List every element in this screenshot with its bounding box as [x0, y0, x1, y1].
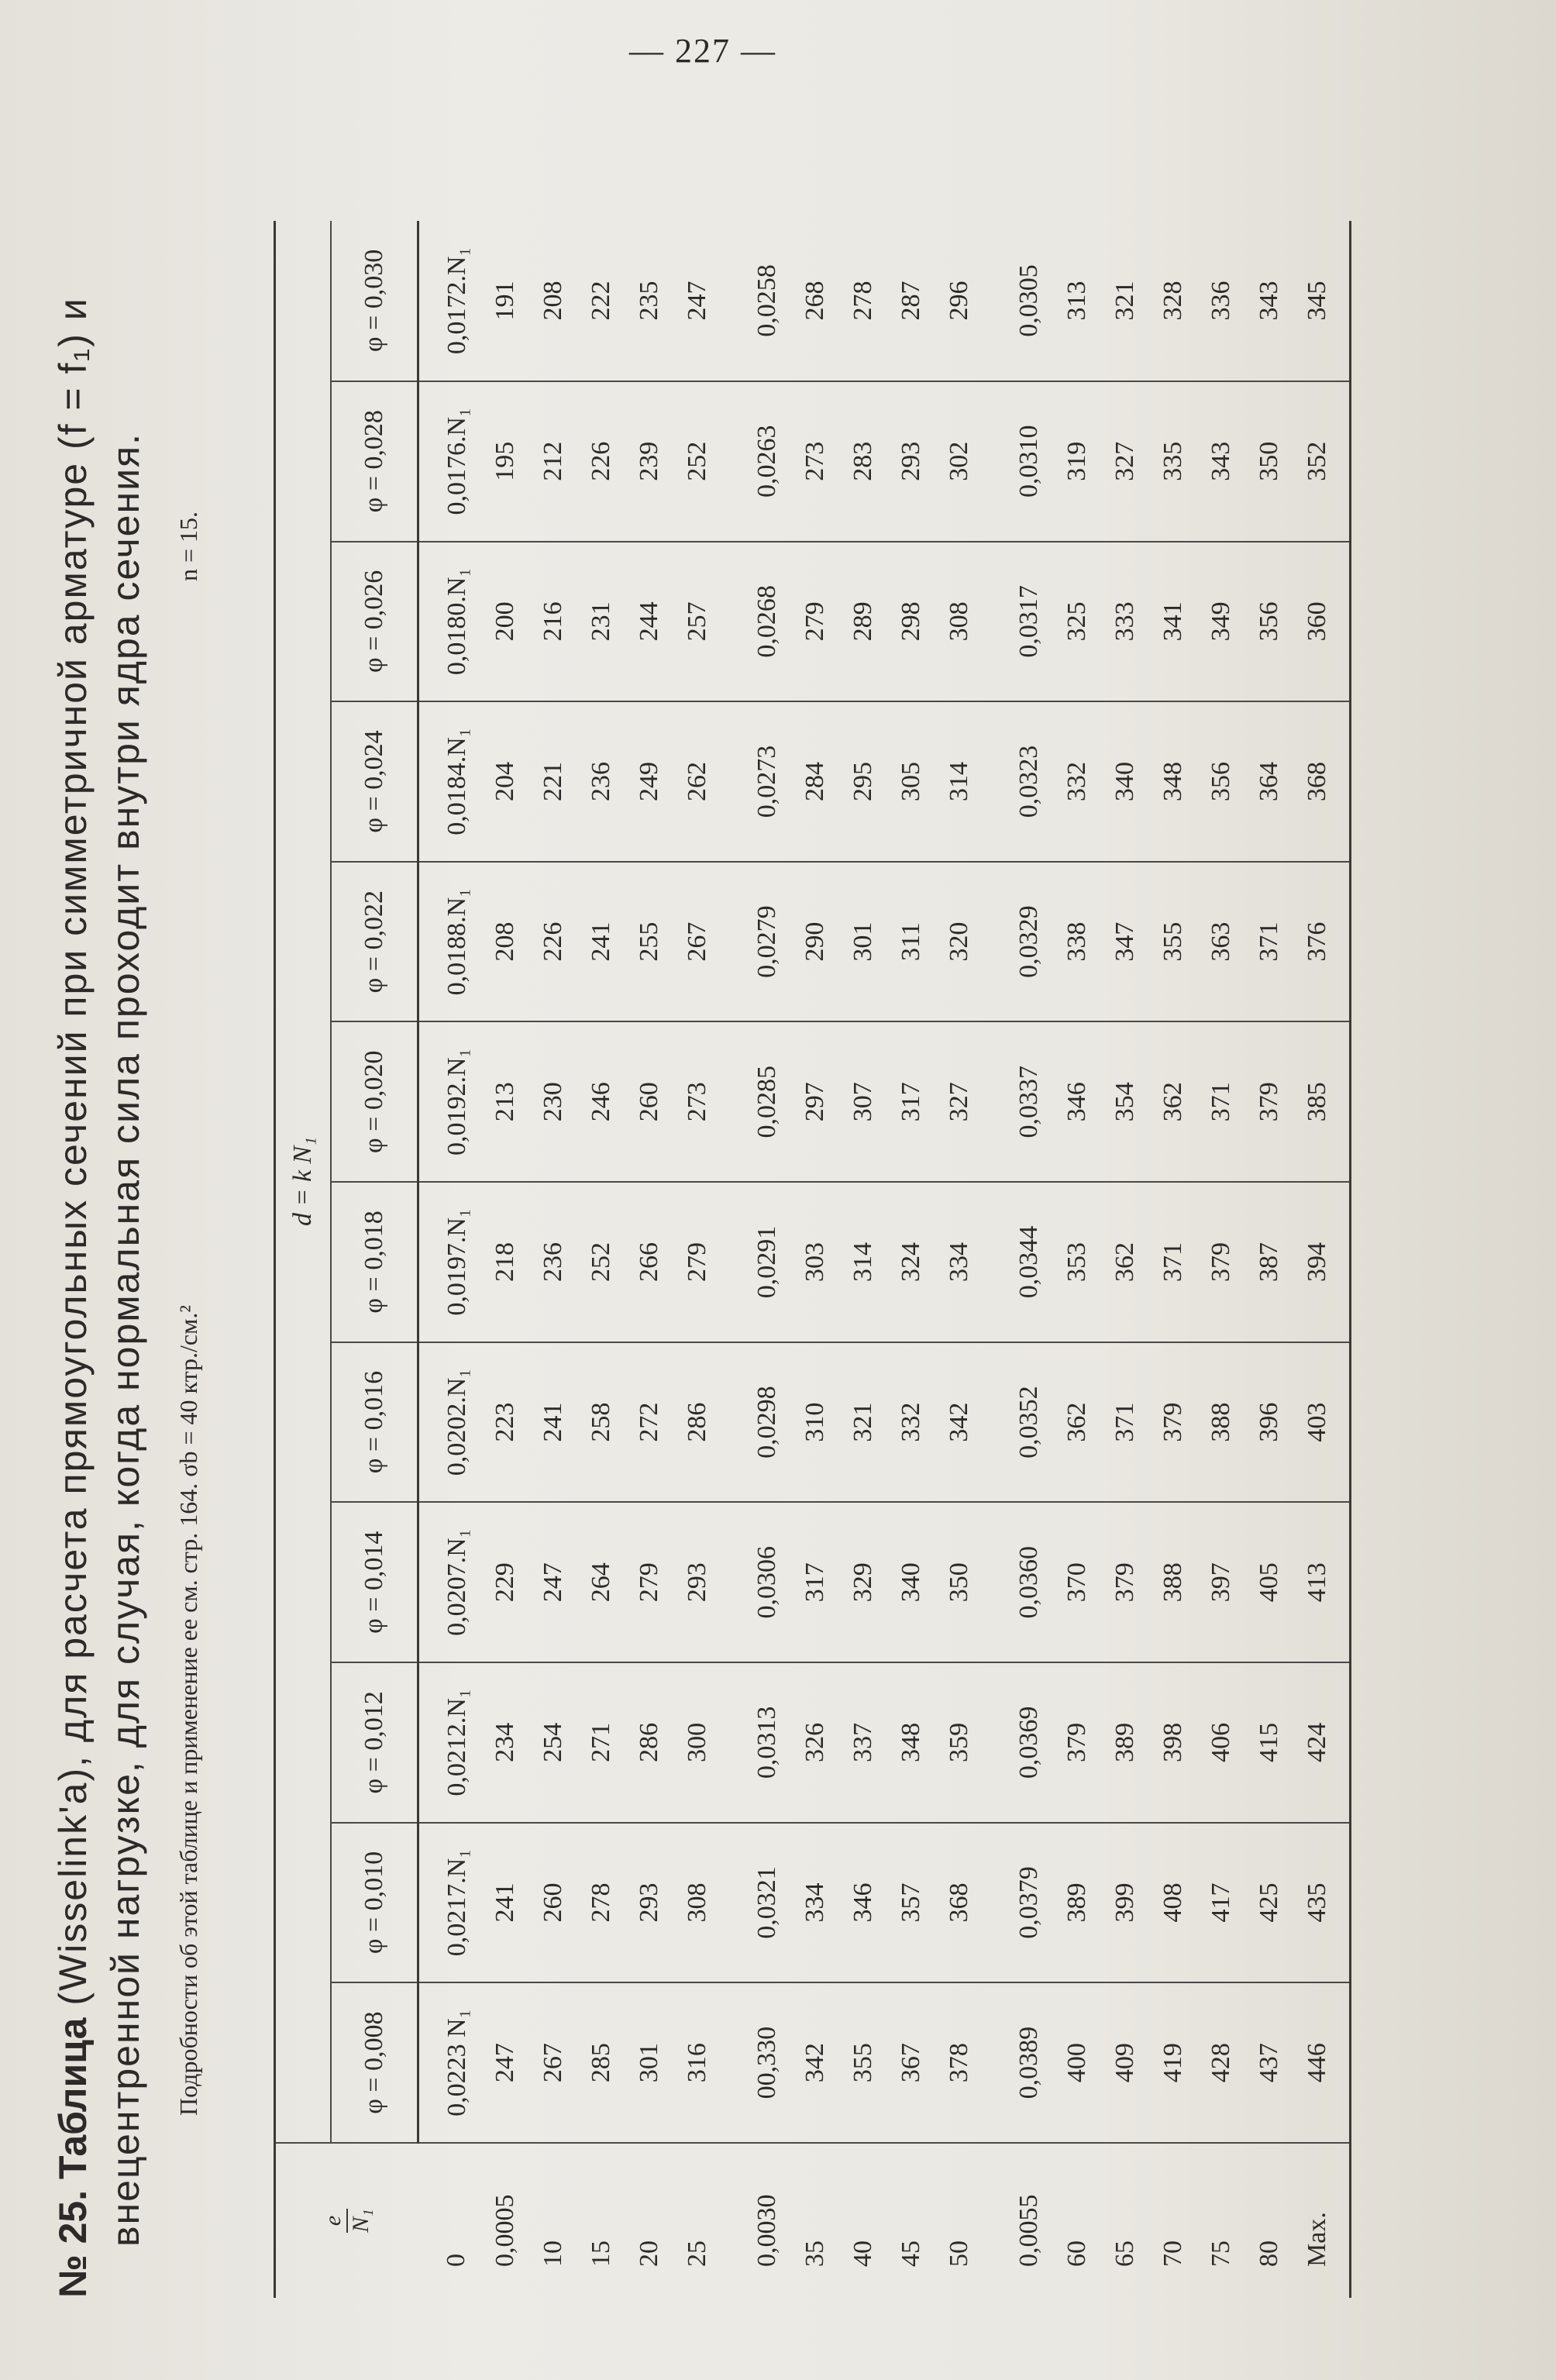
- table-cell: 293: [625, 1823, 673, 1983]
- table-cell: 236: [577, 701, 625, 862]
- table-cell: 328: [1149, 221, 1197, 381]
- column-header: φ = 0,018: [331, 1182, 418, 1342]
- table-cell: 300: [673, 1662, 721, 1823]
- table-cell: 364: [1245, 701, 1293, 862]
- table-cell: 0,0298: [743, 1342, 791, 1503]
- table-cell: 302: [935, 381, 983, 542]
- table-cell: 348: [887, 1662, 935, 1823]
- table-cell: 289: [839, 542, 887, 702]
- table-cell: 446: [1303, 2043, 1331, 2083]
- details-text: Подробности об этой таблице и применение ее см. стр. 164. σb = 40 ктр./см.²: [174, 1305, 202, 2116]
- table-cell: 362: [1053, 1342, 1101, 1503]
- table-cell: 0,0184.N₁: [418, 701, 482, 862]
- table-cell: 290: [791, 862, 839, 1022]
- table-row: [1293, 221, 1341, 2298]
- table-cell: 0,0273: [743, 701, 791, 862]
- table-cell: 356: [1197, 701, 1245, 862]
- table-cell: 0,0202.N₁: [418, 1342, 482, 1503]
- table-cell: 359: [935, 1662, 983, 1823]
- column-header: φ = 0,012: [331, 1662, 418, 1823]
- row-label: 75: [1197, 2143, 1245, 2298]
- table-cell: 352: [1293, 381, 1341, 542]
- table-cell: 00,330: [752, 2026, 781, 2099]
- table-row: [673, 221, 721, 2298]
- table-cell: 396: [1245, 1342, 1293, 1503]
- table-cell: 191: [481, 221, 529, 381]
- group-gap: [721, 221, 743, 2298]
- row-label: Max.: [1293, 2143, 1341, 2298]
- table-cell: 296: [935, 221, 983, 381]
- column-header: φ = 0,016: [331, 1342, 418, 1503]
- table-cell: 262: [673, 701, 721, 862]
- table-title: [46, 60, 152, 2298]
- table-cell: 317: [887, 1021, 935, 1182]
- table-cell: 0,0176.N₁: [418, 381, 482, 542]
- table-cell: 241: [529, 1342, 577, 1503]
- table-cell: 234: [481, 1662, 529, 1823]
- n-value: n = 15.: [174, 511, 202, 581]
- table-cell: 255: [625, 862, 673, 1022]
- table-cell: 340: [1101, 701, 1149, 862]
- table-cell: 260: [529, 1823, 577, 1983]
- table-cell: 313: [1053, 221, 1101, 381]
- table-cell: 0,0263: [743, 381, 791, 542]
- table-cell: 305: [887, 701, 935, 862]
- table-cell: 195: [481, 381, 529, 542]
- table-cell: 341: [1149, 542, 1197, 702]
- header-row-group: [275, 221, 332, 2298]
- row-label: 35: [791, 2143, 839, 2298]
- table-cell: 0,0344: [1005, 1182, 1053, 1342]
- table-cell: 254: [529, 1662, 577, 1823]
- table-cell: 247: [491, 2043, 519, 2083]
- table-cell: 419: [1158, 2043, 1187, 2083]
- fraction-numerator: e: [320, 2209, 348, 2232]
- table-cell: 285: [587, 2043, 615, 2083]
- table-cell: 249: [625, 701, 673, 862]
- table-cell: 272: [625, 1342, 673, 1503]
- table-cell: 0,0352: [1005, 1342, 1053, 1503]
- table-cell: 252: [673, 381, 721, 542]
- table-cell: 0,0180.N₁: [418, 542, 482, 702]
- table-cell: 310: [791, 1342, 839, 1503]
- table-cell: 257: [673, 542, 721, 702]
- group-header: d = k N₁: [275, 221, 332, 2143]
- table-cell: 260: [625, 1021, 673, 1182]
- table-cell: 428: [1207, 2043, 1235, 2083]
- table-cell: 0,0306: [743, 1502, 791, 1662]
- table-cell: 320: [935, 862, 983, 1022]
- table-cell: 226: [577, 381, 625, 542]
- table-cell: 0,0337: [1005, 1021, 1053, 1182]
- table-cell: 345: [1293, 221, 1341, 381]
- table-cell: 279: [625, 1502, 673, 1662]
- table-cell: 333: [1101, 542, 1149, 702]
- table-cell: 346: [1053, 1021, 1101, 1182]
- table-cell: 389: [1101, 1662, 1149, 1823]
- table-cell: 208: [481, 862, 529, 1022]
- table-cell: 360: [1293, 542, 1341, 702]
- table-cell: 0,0223 N₁: [442, 2009, 471, 2117]
- row-label: 60: [1053, 2143, 1101, 2298]
- table-cell: 379: [1053, 1662, 1101, 1823]
- table-row: [1245, 221, 1293, 2298]
- table-cell: 350: [1245, 381, 1293, 542]
- table-body: [418, 221, 1351, 2298]
- table-cell: 316: [683, 2043, 711, 2083]
- table-cell: 362: [1149, 1021, 1197, 1182]
- table-cell: 394: [1293, 1182, 1341, 1342]
- table-cell: 286: [625, 1662, 673, 1823]
- table-cell: 295: [839, 701, 887, 862]
- table-cell: 279: [791, 542, 839, 702]
- table-cell: 0,0279: [743, 862, 791, 1022]
- table-cell: 268: [791, 221, 839, 381]
- table-cell: 371: [1245, 862, 1293, 1022]
- table-cell: 0,0197.N₁: [418, 1182, 482, 1342]
- table-cell: 336: [1197, 221, 1245, 381]
- table-cell: 398: [1149, 1662, 1197, 1823]
- table-cell: 385: [1293, 1021, 1341, 1182]
- table-cell: 314: [935, 701, 983, 862]
- table-cell: 223: [481, 1342, 529, 1503]
- column-header: φ = 0,008: [331, 1982, 418, 2143]
- table-cell: 301: [839, 862, 887, 1022]
- row-label: 15: [577, 2143, 625, 2298]
- table-cell: 405: [1245, 1502, 1293, 1662]
- title-line-1: [46, 60, 99, 2298]
- table-cell: 437: [1255, 2043, 1283, 2083]
- title-line-2: внецентренной нагрузке, для случая, когда нормальная сила проходит внутри ядра сечения.: [104, 432, 147, 2247]
- table-cell: 273: [791, 381, 839, 542]
- table-row: [1149, 221, 1197, 2298]
- table-cell: 216: [529, 542, 577, 702]
- table-cell: 303: [791, 1182, 839, 1342]
- table-cell: 241: [577, 862, 625, 1022]
- row-label: 45: [887, 2143, 935, 2298]
- table-cell: 399: [1101, 1823, 1149, 1983]
- column-header: φ = 0,010: [331, 1823, 418, 1983]
- table-row: [1005, 221, 1053, 2298]
- column-header-row: [331, 221, 418, 2298]
- table-cell: 244: [625, 542, 673, 702]
- table-cell: 349: [1197, 542, 1245, 702]
- rotated-content: [46, 60, 1479, 2298]
- table-cell: 230: [529, 1021, 577, 1182]
- table-cell: 400: [1062, 2043, 1091, 2083]
- table-row: [529, 221, 577, 2298]
- row-label: 0,0030: [743, 2143, 791, 2298]
- table-cell: 247: [529, 1502, 577, 1662]
- row-label: 40: [839, 2143, 887, 2298]
- table-cell: 0,0310: [1005, 381, 1053, 542]
- table-cell: 348: [1149, 701, 1197, 862]
- column-header: φ = 0,030: [331, 221, 418, 381]
- table-row: [577, 221, 625, 2298]
- table-cell: 239: [625, 381, 673, 542]
- table-cell: 221: [529, 701, 577, 862]
- details-line: [174, 62, 205, 2116]
- table-cell: 200: [481, 542, 529, 702]
- column-header: φ = 0,022: [331, 862, 418, 1022]
- column-header: φ = 0,020: [331, 1021, 418, 1182]
- fraction-denominator: N₁: [347, 2209, 374, 2233]
- table-cell: 204: [481, 701, 529, 862]
- table-cell: 356: [1245, 542, 1293, 702]
- table-cell: 0,0217.N₁: [418, 1823, 482, 1983]
- table-cell: 0,0369: [1005, 1662, 1053, 1823]
- table-cell: 347: [1101, 862, 1149, 1022]
- table-cell: 376: [1293, 862, 1341, 1022]
- table-cell: 258: [577, 1342, 625, 1503]
- row-label: 10: [529, 2143, 577, 2298]
- table-row: [935, 221, 983, 2298]
- table-cell: 363: [1197, 862, 1245, 1022]
- corner-header: [275, 2143, 418, 2298]
- table-row: [1053, 221, 1101, 2298]
- table-cell: 357: [887, 1823, 935, 1983]
- table-cell: 387: [1245, 1182, 1293, 1342]
- column-header: φ = 0,014: [331, 1502, 418, 1662]
- table-row: [743, 221, 791, 2298]
- table-cell: 231: [577, 542, 625, 702]
- table-row: [887, 221, 935, 2298]
- table-cell: 397: [1197, 1502, 1245, 1662]
- table-cell: 0,0313: [743, 1662, 791, 1823]
- table-cell: 326: [791, 1662, 839, 1823]
- e-over-n1-fraction: [320, 2209, 374, 2232]
- table-cell: 371: [1149, 1182, 1197, 1342]
- table-row: [839, 221, 887, 2298]
- table-cell: 307: [839, 1021, 887, 1182]
- table-cell: 264: [577, 1502, 625, 1662]
- table-cell: 342: [935, 1342, 983, 1503]
- table-cell: 0,0207.N₁: [418, 1502, 482, 1662]
- table-cell: 208: [529, 221, 577, 381]
- table-cell: 222: [577, 221, 625, 381]
- table-cell: 355: [849, 2043, 877, 2083]
- table-cell: 283: [839, 381, 887, 542]
- row-label: 50: [935, 2143, 983, 2298]
- title-prefix: № 25. Таблица: [51, 2017, 95, 2298]
- table-row: [1101, 221, 1149, 2298]
- table-cell: 226: [529, 862, 577, 1022]
- table-cell: 425: [1245, 1823, 1293, 1983]
- row-label: 80: [1245, 2143, 1293, 2298]
- table-cell: 278: [839, 221, 887, 381]
- table-cell: 408: [1149, 1823, 1197, 1983]
- table-cell: 338: [1053, 862, 1101, 1022]
- table-cell: 388: [1197, 1342, 1245, 1503]
- table-cell: 327: [1101, 381, 1149, 542]
- table-cell: 355: [1149, 862, 1197, 1022]
- table-cell: 353: [1053, 1182, 1101, 1342]
- table-cell: 379: [1245, 1021, 1293, 1182]
- table-cell: 371: [1197, 1021, 1245, 1182]
- table-row: [1197, 221, 1245, 2298]
- table-cell: 368: [935, 1823, 983, 1983]
- table-cell: 424: [1293, 1662, 1341, 1823]
- table-cell: 362: [1101, 1182, 1149, 1342]
- table-cell: 389: [1053, 1823, 1101, 1983]
- row-label: 70: [1149, 2143, 1197, 2298]
- table-cell: 252: [577, 1182, 625, 1342]
- column-header: φ = 0,028: [331, 381, 418, 542]
- row-label: 65: [1101, 2143, 1149, 2298]
- table-cell: 308: [935, 542, 983, 702]
- table-cell: 325: [1053, 542, 1101, 702]
- table-cell: 406: [1197, 1662, 1245, 1823]
- table-cell: 417: [1197, 1823, 1245, 1983]
- table-cell: 327: [935, 1021, 983, 1182]
- table-cell: 271: [577, 1662, 625, 1823]
- table-cell: 286: [673, 1342, 721, 1503]
- table-cell: 293: [673, 1502, 721, 1662]
- table-cell: 273: [673, 1021, 721, 1182]
- table-cell: 317: [791, 1502, 839, 1662]
- table-cell: 229: [481, 1502, 529, 1662]
- table-cell: 342: [800, 2043, 829, 2083]
- table-row: [481, 221, 529, 2298]
- table-cell: 335: [1149, 381, 1197, 542]
- row-label: 20: [625, 2143, 673, 2298]
- table-cell: 324: [887, 1182, 935, 1342]
- table-cell: 378: [945, 2043, 973, 2083]
- table-cell: 293: [887, 381, 935, 542]
- table-cell: 212: [529, 381, 577, 542]
- table-row: [791, 221, 839, 2298]
- table-cell: 246: [577, 1021, 625, 1182]
- table-cell: 0,0291: [743, 1182, 791, 1342]
- table-cell: 346: [839, 1823, 887, 1983]
- title-line-1-rest: (Wisselink'a), для расчета прямоугольных сечений при симметричной арматуре (f = f₁) и: [51, 297, 95, 2018]
- table-cell: 267: [673, 862, 721, 1022]
- table-cell: 235: [625, 221, 673, 381]
- table-cell: 409: [1110, 2043, 1139, 2083]
- table-cell: 0,0258: [743, 221, 791, 381]
- table-cell: 298: [887, 542, 935, 702]
- table-cell: 321: [839, 1342, 887, 1503]
- table-cell: 340: [887, 1502, 935, 1662]
- table-cell: 0,0360: [1005, 1502, 1053, 1662]
- table-cell: 332: [1053, 701, 1101, 862]
- page-number: — 227 —: [629, 32, 776, 70]
- table-cell: 321: [1101, 221, 1149, 381]
- table-cell: 329: [839, 1502, 887, 1662]
- table-cell: 319: [1053, 381, 1101, 542]
- table-cell: 368: [1293, 701, 1341, 862]
- table-cell: 371: [1101, 1342, 1149, 1503]
- table-cell: 0,0389: [1014, 2026, 1043, 2099]
- table-cell: 0,0172.N₁: [418, 221, 482, 381]
- table-cell: 311: [887, 862, 935, 1022]
- table-cell: 334: [791, 1823, 839, 1983]
- table-cell: 308: [673, 1823, 721, 1983]
- table-cell: 334: [935, 1182, 983, 1342]
- table-cell: 0,0268: [743, 542, 791, 702]
- table-cell: 218: [481, 1182, 529, 1342]
- table-cell: 379: [1149, 1342, 1197, 1503]
- table-row: [418, 221, 482, 2298]
- table-cell: 379: [1197, 1182, 1245, 1342]
- table-cell: 403: [1293, 1342, 1341, 1503]
- table-cell: 0,0305: [1005, 221, 1053, 381]
- table-cell: 370: [1053, 1502, 1101, 1662]
- table-cell: 241: [481, 1823, 529, 1983]
- table-cell: 0,0188.N₁: [418, 862, 482, 1022]
- data-table: [274, 221, 1351, 2298]
- table-cell: 314: [839, 1182, 887, 1342]
- table-cell: 0,0329: [1005, 862, 1053, 1022]
- table-cell: 301: [635, 2043, 663, 2083]
- table-cell: 0,0317: [1005, 542, 1053, 702]
- table-cell: 388: [1149, 1502, 1197, 1662]
- table-cell: 350: [935, 1502, 983, 1662]
- group-gap: [983, 221, 1005, 2298]
- table-cell: 278: [577, 1823, 625, 1983]
- table-cell: 367: [897, 2043, 925, 2083]
- table-bottom-rule: [1341, 221, 1351, 2298]
- table-cell: 0,0323: [1005, 701, 1053, 862]
- table-cell: 236: [529, 1182, 577, 1342]
- table-cell: 343: [1245, 221, 1293, 381]
- table-cell: 0,0212.N₁: [418, 1662, 482, 1823]
- table-row: [625, 221, 673, 2298]
- table-cell: 0,0379: [1005, 1823, 1053, 1983]
- column-header: φ = 0,026: [331, 542, 418, 702]
- row-label: 0: [418, 2143, 482, 2298]
- table-cell: 0,0321: [743, 1823, 791, 1983]
- table-cell: 297: [791, 1021, 839, 1182]
- table-cell: 379: [1101, 1502, 1149, 1662]
- table-cell: 354: [1101, 1021, 1149, 1182]
- table-cell: 343: [1197, 381, 1245, 542]
- row-label: 0,0055: [1005, 2143, 1053, 2298]
- table-cell: 287: [887, 221, 935, 381]
- table-cell: 0,0285: [743, 1021, 791, 1182]
- row-label: 25: [673, 2143, 721, 2298]
- table-cell: 279: [673, 1182, 721, 1342]
- table-cell: 267: [539, 2043, 567, 2083]
- table-cell: 332: [887, 1342, 935, 1503]
- table-cell: 337: [839, 1662, 887, 1823]
- table-cell: 284: [791, 701, 839, 862]
- row-label: 0,0005: [481, 2143, 529, 2298]
- table-cell: 266: [625, 1182, 673, 1342]
- column-header: φ = 0,024: [331, 701, 418, 862]
- table-cell: 435: [1293, 1823, 1341, 1983]
- table-cell: 415: [1245, 1662, 1293, 1823]
- table-cell: 0,0192.N₁: [418, 1021, 482, 1182]
- table-cell: 247: [673, 221, 721, 381]
- table-cell: 213: [481, 1021, 529, 1182]
- table-cell: 413: [1293, 1502, 1341, 1662]
